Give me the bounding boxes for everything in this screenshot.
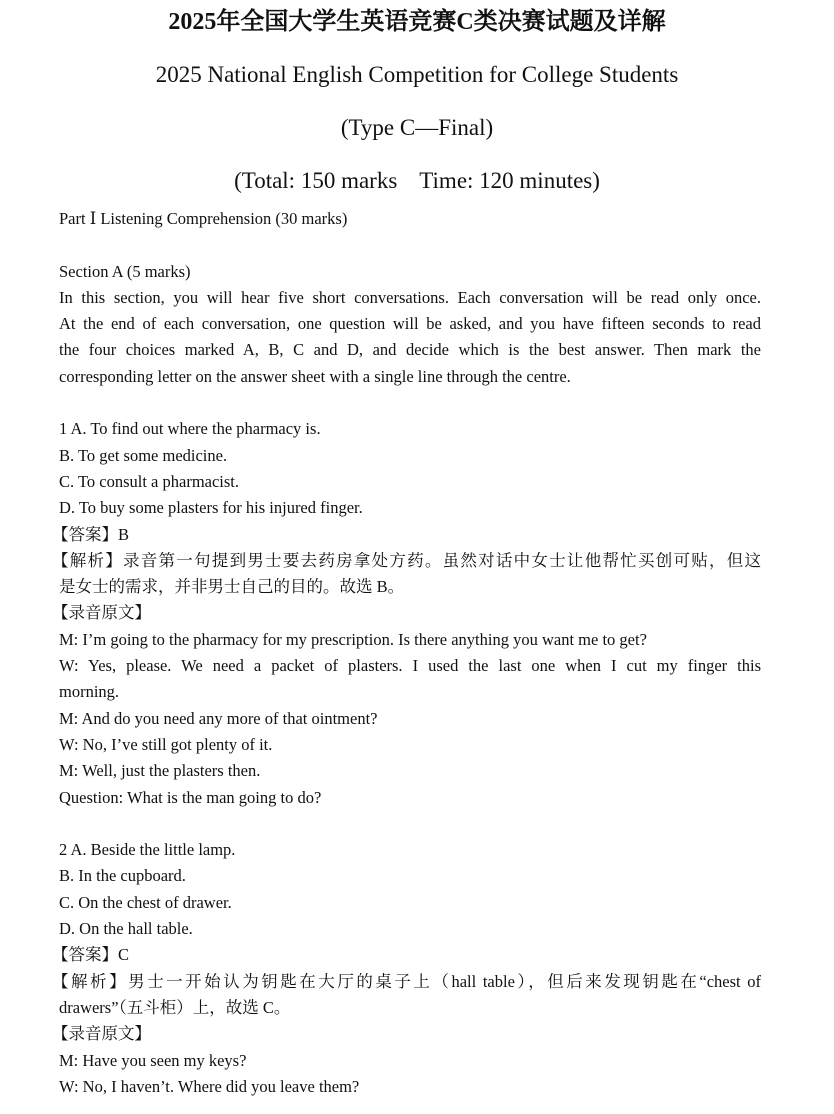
document-body	[52, 206, 761, 1100]
q1-transcript-line: M: Well, just the plasters then.	[59, 761, 261, 781]
instructions-line: corresponding letter on the answer sheet with a single line through the centre.	[59, 366, 571, 386]
q1-option-d: D. To buy some plasters for his injured finger.	[59, 498, 363, 518]
q1-transcript-label: 【录音原文】	[52, 603, 151, 623]
instructions-line: the four choices marked A, B, C and D, and decide which is the best answer. Then mark the	[59, 340, 761, 360]
q2-option-d: D. On the hall table.	[59, 919, 193, 939]
q2-analysis: 【解析】男士一开始认为钥匙在大厅的桌子上（hall table），但后来发现钥匙在“chest of	[52, 971, 761, 991]
q1-option-c: C. To consult a pharmacist.	[59, 471, 240, 491]
q1-analysis: 是女士的需求，并非男士自己的目的。故选 B。	[59, 577, 405, 597]
competition-type: (Type C—Final)	[340, 115, 494, 140]
q2-option-a: 2 A. Beside the little lamp.	[59, 840, 236, 860]
document-title-chinese: 2025年全国大学生英语竞赛C类决赛试题及详解	[168, 9, 666, 35]
q2-option-b: B. In the cupboard.	[59, 866, 186, 886]
q1-transcript-line: M: I’m going to the pharmacy for my prescription. Is there anything you want me to get?	[59, 629, 647, 649]
q1-transcript-line: morning.	[59, 682, 120, 702]
total-marks: (Total: 150 marks	[234, 168, 398, 193]
q2-answer: 【答案】C	[52, 945, 130, 965]
q2-transcript-label: 【录音原文】	[52, 1024, 151, 1044]
q1-transcript-line: W: No, I’ve still got plenty of it.	[59, 734, 273, 754]
q1-transcript-line: M: And do you need any more of that ointment?	[59, 708, 378, 728]
document-title-english: 2025 National English Competition for College Students	[155, 62, 679, 87]
exam-meta	[0, 165, 834, 197]
q1-option-a: 1 A. To find out where the pharmacy is.	[59, 419, 321, 439]
q2-transcript-line: W: No, I haven’t. Where did you leave them?	[59, 1076, 360, 1096]
q1-transcript-line: W: Yes, please. We need a packet of plasters. I used the last one when I cut my finger this	[59, 656, 761, 676]
q1-question: Question: What is the man going to do?	[59, 787, 322, 807]
q2-analysis: drawers”（五斗柜）上，故选 C。	[59, 997, 291, 1017]
instructions-line: At the end of each conversation, one question will be asked, and you have fifteen seconds to read	[59, 314, 761, 334]
q1-answer: 【答案】B	[52, 524, 130, 544]
part-heading: Part Ⅰ Listening Comprehension (30 marks)	[59, 209, 348, 228]
q2-transcript-line: M: Have you seen my keys?	[59, 1050, 247, 1070]
q1-option-b: B. To get some medicine.	[59, 445, 228, 465]
q1-analysis: 【解析】录音第一句提到男士要去药房拿处方药。虽然对话中女士让他帮忙买创可贴，但这	[52, 550, 761, 570]
instructions-line: In this section, you will hear five short conversations. Each conversation will be read only once.	[59, 287, 761, 307]
q2-option-c: C. On the chest of drawer.	[59, 892, 232, 912]
time-limit: Time: 120 minutes)	[419, 168, 600, 193]
section-heading: Section A (5 marks)	[59, 261, 191, 281]
